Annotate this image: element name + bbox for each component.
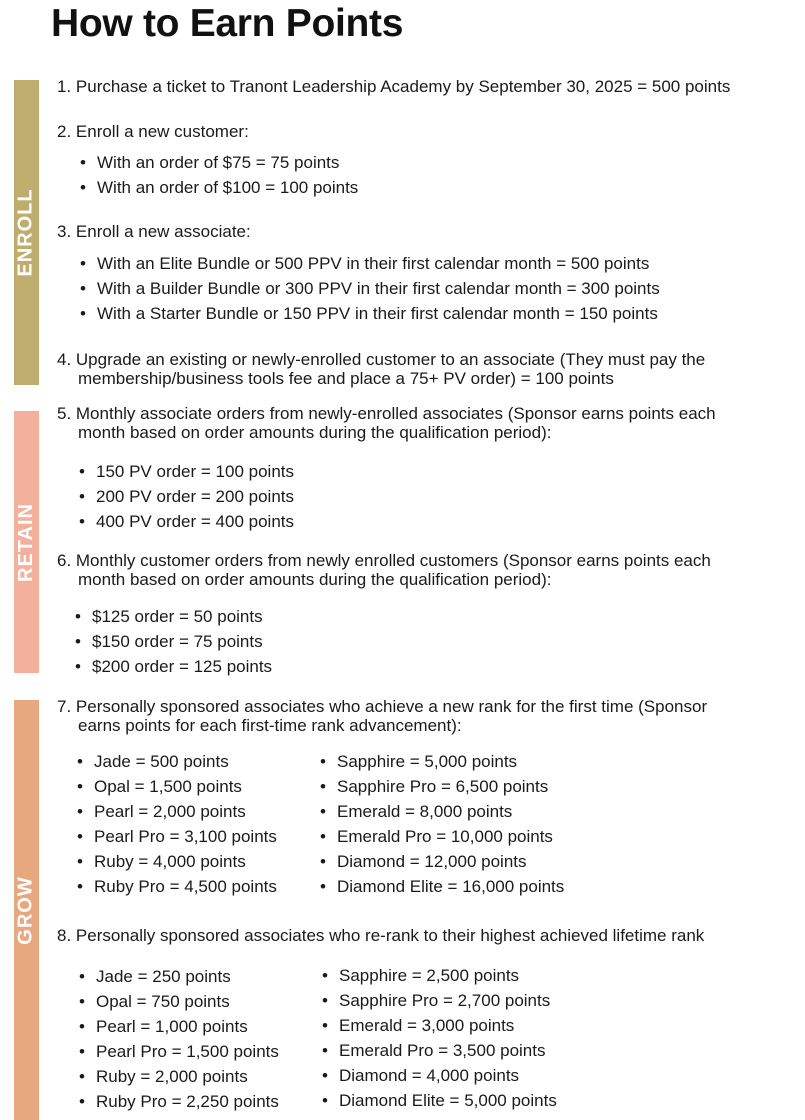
item-8-rank: • Emerald = 3,000 points	[339, 1016, 514, 1036]
item-3-bullet: • With a Starter Bundle or 150 PPV in their first calendar month = 150 points	[97, 304, 658, 324]
item-8-rank: • Diamond Elite = 5,000 points	[339, 1091, 557, 1111]
item-5-bullet: • 150 PV order = 100 points	[96, 462, 294, 482]
page-title: How to Earn Points	[51, 2, 404, 45]
item-7-rank: • Pearl Pro = 3,100 points	[94, 827, 277, 847]
item-8: 8. Personally sponsored associates who re-rank to their highest achieved lifetime rank	[57, 926, 705, 945]
item-3-bullet: • With a Builder Bundle or 300 PPV in their first calendar month = 300 points	[97, 279, 660, 299]
item-7-rank: • Diamond = 12,000 points	[337, 852, 527, 872]
enroll-section-band	[14, 80, 39, 385]
item-7-rank: • Jade = 500 points	[94, 752, 229, 772]
item-4-cont: membership/business tools fee and place a 75+ PV order) = 100 points	[78, 369, 614, 388]
item-5: 5. Monthly associate orders from newly-enrolled associates (Sponsor earns points each	[57, 404, 716, 423]
retain-label: RETAIN	[15, 502, 37, 582]
grow-section-band	[14, 700, 39, 1120]
item-2: 2. Enroll a new customer:	[57, 122, 249, 141]
item-7-rank: • Diamond Elite = 16,000 points	[337, 877, 564, 897]
item-5-bullet: • 400 PV order = 400 points	[96, 512, 294, 532]
item-8-rank: • Pearl = 1,000 points	[96, 1017, 248, 1037]
grow-label: GROW	[15, 875, 37, 945]
enroll-label: ENROLL	[15, 188, 37, 277]
retain-section-band	[14, 411, 39, 673]
item-3-bullet: • With an Elite Bundle or 500 PPV in their first calendar month = 500 points	[97, 254, 649, 274]
item-6-cont: month based on order amounts during the qualification period):	[78, 570, 552, 589]
item-4: 4. Upgrade an existing or newly-enrolled customer to an associate (They must pay the	[57, 350, 706, 369]
item-7-rank: • Emerald Pro = 10,000 points	[337, 827, 553, 847]
item-8-rank: • Ruby = 2,000 points	[96, 1067, 248, 1087]
item-7-rank: • Opal = 1,500 points	[94, 777, 242, 797]
item-8-rank: • Diamond = 4,000 points	[339, 1066, 519, 1086]
item-7-rank: • Sapphire Pro = 6,500 points	[337, 777, 548, 797]
item-7-rank: • Ruby Pro = 4,500 points	[94, 877, 277, 897]
item-8-rank: • Sapphire Pro = 2,700 points	[339, 991, 550, 1011]
item-5-cont: month based on order amounts during the qualification period):	[78, 423, 552, 442]
item-2-bullet: • With an order of $100 = 100 points	[97, 178, 358, 198]
item-7-rank: • Pearl = 2,000 points	[94, 802, 246, 822]
item-7-rank: • Sapphire = 5,000 points	[337, 752, 517, 772]
item-8-rank: • Opal = 750 points	[96, 992, 230, 1012]
item-3: 3. Enroll a new associate:	[57, 222, 251, 241]
item-2-bullet: • With an order of $75 = 75 points	[97, 153, 339, 173]
item-5-bullet: • 200 PV order = 200 points	[96, 487, 294, 507]
item-6-bullet: • $150 order = 75 points	[92, 632, 263, 652]
item-7-rank: • Emerald = 8,000 points	[337, 802, 512, 822]
item-6-bullet: • $125 order = 50 points	[92, 607, 263, 627]
item-8-rank: • Jade = 250 points	[96, 967, 231, 987]
item-1: 1. Purchase a ticket to Tranont Leadership Academy by September 30, 2025 = 500 points	[57, 77, 731, 96]
item-7: 7. Personally sponsored associates who achieve a new rank for the first time (Sponsor	[57, 697, 708, 716]
item-8-rank: • Pearl Pro = 1,500 points	[96, 1042, 279, 1062]
item-8-rank: • Emerald Pro = 3,500 points	[339, 1041, 545, 1061]
item-7-rank: • Ruby = 4,000 points	[94, 852, 246, 872]
item-8-rank: • Ruby Pro = 2,250 points	[96, 1092, 279, 1112]
item-8-rank: • Sapphire = 2,500 points	[339, 966, 519, 986]
item-6: 6. Monthly customer orders from newly enrolled customers (Sponsor earns points each	[57, 551, 711, 570]
item-7-cont: earns points for each first-time rank advancement):	[78, 716, 462, 735]
item-6-bullet: • $200 order = 125 points	[92, 657, 272, 677]
